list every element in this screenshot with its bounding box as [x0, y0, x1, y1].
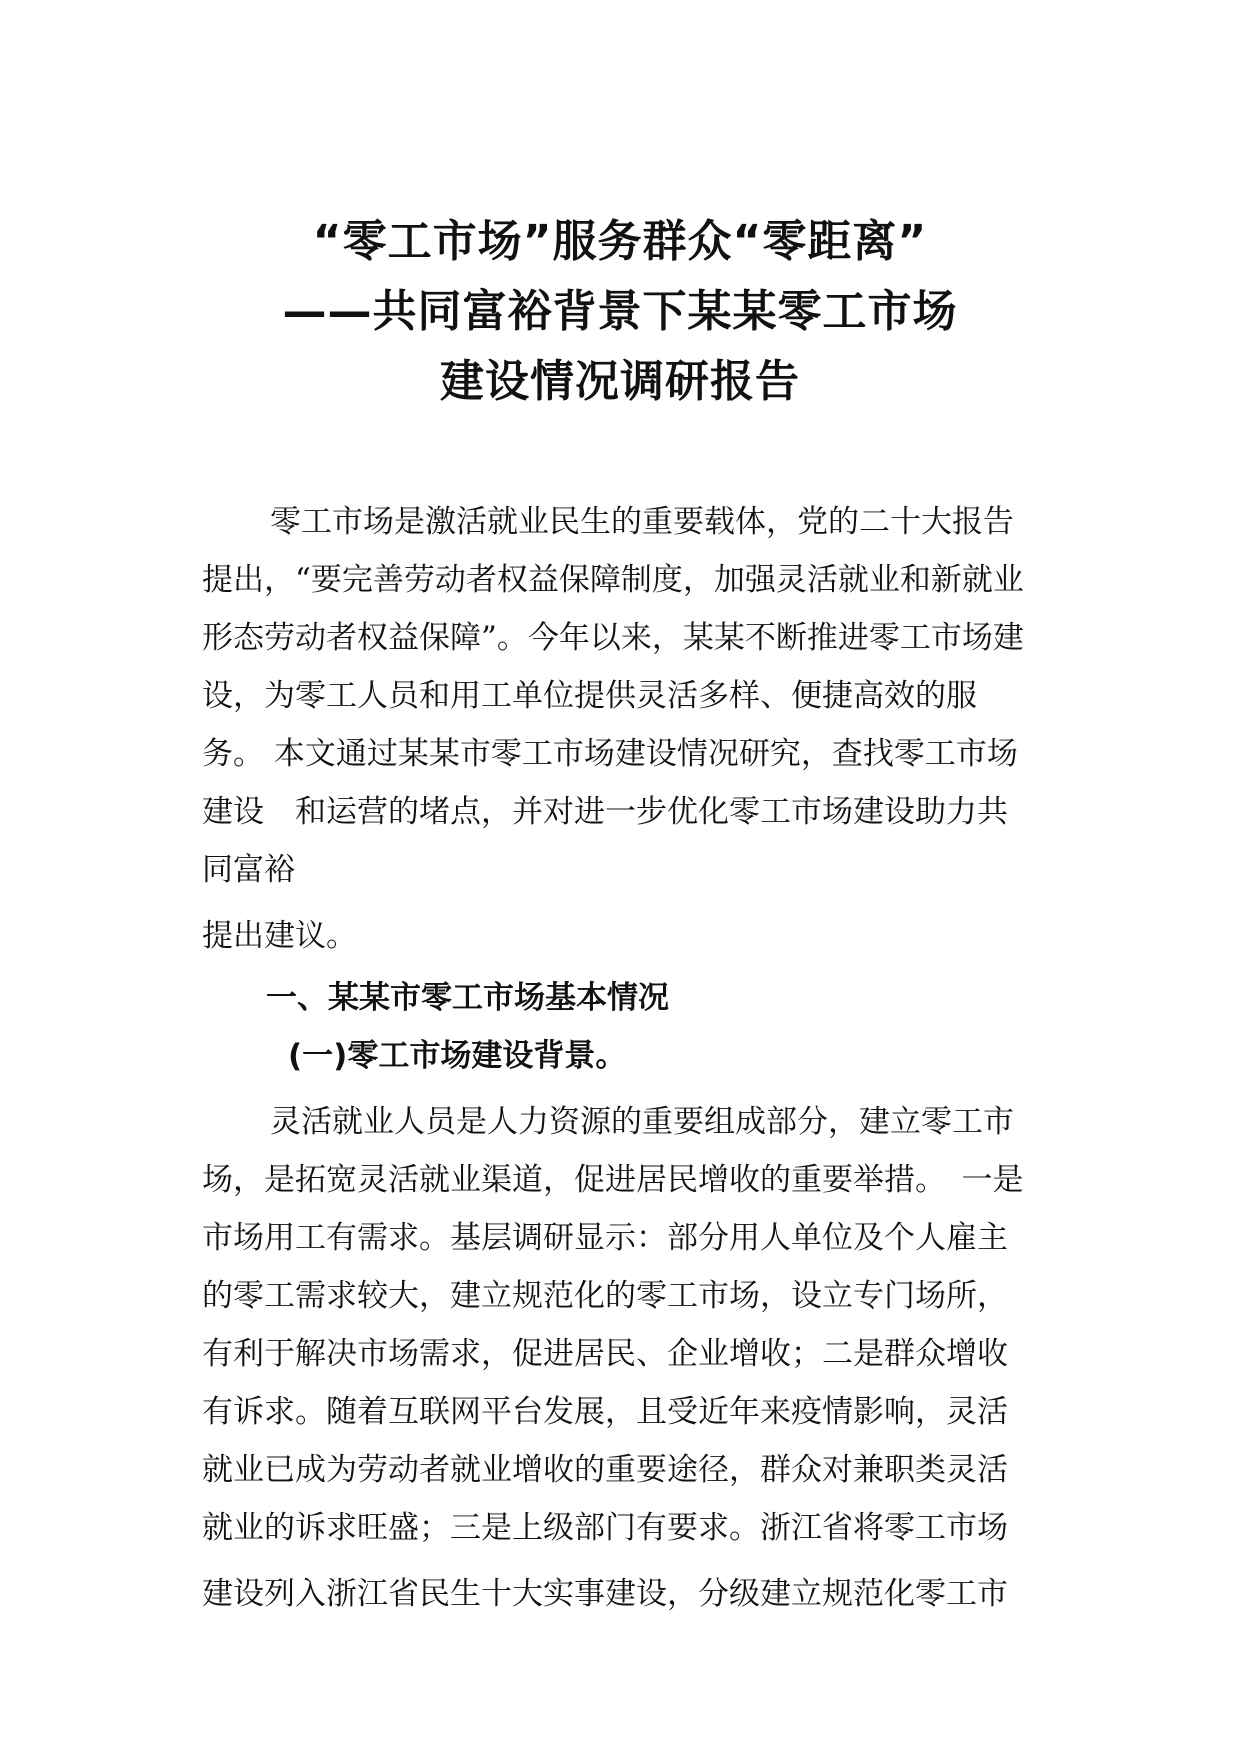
intro-line: 提出，“要完善劳动者权益保障制度，加强灵活就业和新就业: [202, 562, 1024, 598]
intro-line: 提出建议。: [202, 918, 357, 954]
body-line: 有利于解决市场需求，促进居民、企业增收；二是群众增收: [202, 1336, 1008, 1372]
intro-line: 设，为零工人员和用工单位提供灵活多样、便捷高效的服: [202, 678, 977, 714]
body-line: 建设列入浙江省民生十大实事建设，分级建立规范化零工市: [202, 1576, 1008, 1612]
body-line: 市场用工有需求。基层调研显示：部分用人单位及个人雇主: [202, 1220, 1008, 1256]
body-line: 有诉求。随着互联网平台发展，且受近年来疫情影响，灵活: [202, 1394, 1008, 1430]
title-line-2: ——共同富裕背景下某某零工市场: [282, 286, 958, 337]
body-line: 场，是拓宽灵活就业渠道，促进居民增收的重要举措。 一是: [202, 1162, 1024, 1198]
body-line: 就业的诉求旺盛；三是上级部门有要求。浙江省将零工市场: [202, 1510, 1008, 1546]
body-line: 就业已成为劳动者就业增收的重要途径，群众对兼职类灵活: [202, 1452, 1008, 1488]
intro-line: 形态劳动者权益保障”。今年以来，某某不断推进零工市场建: [202, 620, 1024, 656]
subsection-heading: (一)零工市场建设背景。: [288, 1038, 627, 1074]
section-heading: 一、某某市零工市场基本情况: [266, 980, 669, 1016]
intro-line: 建设 和运营的堵点，并对进一步优化零工市场建设助力共: [202, 794, 1008, 830]
intro-line: 同富裕: [202, 852, 295, 888]
title-line-1: “零工市场”服务群众“零距离”: [312, 216, 928, 267]
body-line: 的零工需求较大，建立规范化的零工市场，设立专门场所，: [202, 1278, 1008, 1314]
intro-line: 零工市场是激活就业民生的重要载体，党的二十大报告: [270, 504, 1014, 540]
body-line: 灵活就业人员是人力资源的重要组成部分，建立零工市: [270, 1104, 1014, 1140]
intro-line: 务。 本文通过某某市零工市场建设情况研究，查找零工市场: [202, 736, 1018, 772]
title-line-3: 建设情况调研报告: [440, 356, 800, 407]
